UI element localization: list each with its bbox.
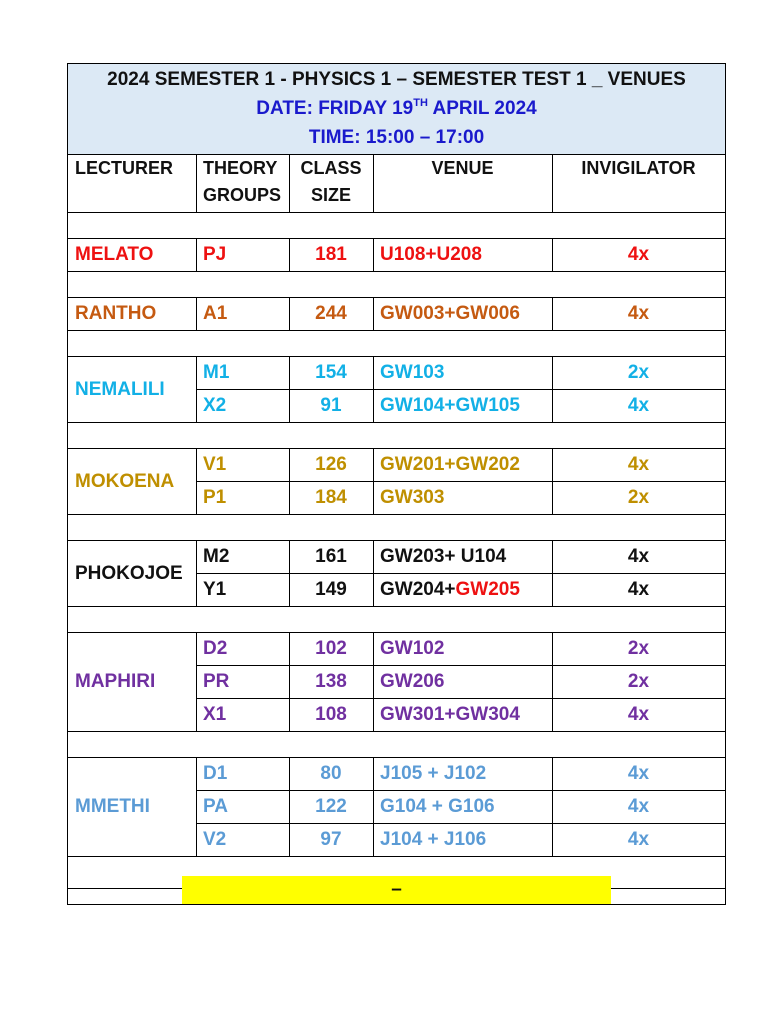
col-header-venue: VENUE bbox=[431, 158, 494, 178]
class-size: 154 bbox=[315, 362, 347, 383]
invigilator-count: 2x bbox=[627, 487, 650, 508]
grid-vline bbox=[196, 758, 197, 856]
invigilator-count: 4x bbox=[627, 546, 650, 567]
lecturer-name: MAPHIRI bbox=[75, 671, 156, 692]
col-header-lecturer: LECTURER bbox=[75, 158, 173, 178]
venue: G104 + G106 bbox=[380, 796, 495, 817]
date-ordinal: TH bbox=[413, 97, 428, 109]
grid-vline bbox=[289, 239, 290, 271]
grid-hline bbox=[196, 665, 725, 666]
grid-vline bbox=[373, 239, 374, 271]
invigilator-count: 4x bbox=[627, 704, 650, 725]
grid-vline bbox=[373, 758, 374, 856]
class-size: 97 bbox=[320, 829, 342, 850]
theory-group: Y1 bbox=[203, 579, 227, 600]
venue: GW203+ U104 bbox=[380, 546, 507, 567]
venue: GW003+GW006 bbox=[380, 303, 520, 324]
grid-vline bbox=[196, 239, 197, 271]
theory-group: V1 bbox=[203, 454, 227, 475]
grid-vline bbox=[552, 633, 553, 731]
class-size: 80 bbox=[320, 763, 342, 784]
exam-date bbox=[68, 94, 725, 124]
venue: GW201+GW202 bbox=[380, 454, 520, 475]
venue: GW301+GW304 bbox=[380, 704, 520, 725]
venue: J105 + J102 bbox=[380, 763, 487, 784]
invigilator-count: 4x bbox=[627, 763, 650, 784]
venue: GW204+ GW205 bbox=[380, 579, 520, 600]
theory-group: PJ bbox=[203, 244, 227, 265]
lecturer-name: MOKOENA bbox=[75, 470, 175, 492]
venue: U108+U208 bbox=[380, 244, 482, 265]
class-size: 181 bbox=[315, 244, 347, 265]
col-header-theory-line2: GROUPS bbox=[203, 185, 282, 205]
col-header-class-line1: CLASS bbox=[300, 158, 362, 178]
venue: GW102 bbox=[380, 638, 445, 659]
invigilator-count: 4x bbox=[627, 829, 650, 850]
col-header-theory-groups bbox=[196, 154, 289, 209]
grid-hline bbox=[68, 330, 725, 331]
grid-hline bbox=[68, 212, 725, 213]
class-size: 122 bbox=[315, 796, 347, 817]
grid-vline bbox=[289, 758, 290, 856]
col-header-theory-line1: THEORY bbox=[203, 158, 278, 178]
grid-vline bbox=[373, 154, 374, 212]
class-size: 138 bbox=[315, 671, 347, 692]
date-prefix: DATE: FRIDAY 19 bbox=[256, 98, 414, 119]
grid-vline bbox=[289, 449, 290, 514]
table-header bbox=[68, 64, 725, 155]
grid-hline bbox=[68, 606, 725, 607]
theory-group: M2 bbox=[203, 546, 230, 567]
grid-hline bbox=[196, 790, 725, 791]
theory-group: D2 bbox=[203, 638, 228, 659]
date-suffix: APRIL 2024 bbox=[427, 98, 537, 119]
grid-vline bbox=[373, 449, 374, 514]
grid-vline bbox=[373, 541, 374, 606]
theory-group: PR bbox=[203, 671, 230, 692]
grid-hline bbox=[196, 481, 725, 482]
grid-hline bbox=[68, 632, 725, 633]
grid-hline bbox=[68, 297, 725, 298]
venue-highlight: GW205 bbox=[455, 579, 520, 600]
lecturer-name: RANTHO bbox=[75, 303, 157, 324]
grid-hline bbox=[68, 238, 725, 239]
invigilator-count: 2x bbox=[627, 362, 650, 383]
col-header-class-line2: SIZE bbox=[310, 185, 351, 205]
document-title: 2024 SEMESTER 1 - PHYSICS 1 – SEMESTER TEST 1 _ VENUES bbox=[107, 69, 686, 90]
grid-vline bbox=[196, 154, 197, 212]
grid-vline bbox=[196, 298, 197, 330]
grid-vline bbox=[552, 239, 553, 271]
venue: GW206 bbox=[380, 671, 445, 692]
grid-hline bbox=[68, 514, 725, 515]
grid-vline bbox=[289, 633, 290, 731]
grid-vline bbox=[373, 357, 374, 422]
theory-group: PA bbox=[203, 796, 228, 817]
invigilator-count: 4x bbox=[627, 244, 650, 265]
class-size: 161 bbox=[315, 546, 347, 567]
theory-group: X1 bbox=[203, 704, 227, 725]
invigilator-count: 4x bbox=[627, 796, 650, 817]
grid-vline bbox=[196, 541, 197, 606]
grid-vline bbox=[196, 633, 197, 731]
theory-group: X2 bbox=[203, 395, 227, 416]
class-size: 244 bbox=[315, 303, 347, 324]
grid-vline bbox=[289, 298, 290, 330]
exam-time: TIME: 15:00 – 17:00 bbox=[308, 127, 485, 148]
grid-hline bbox=[68, 856, 725, 857]
grid-vline bbox=[196, 449, 197, 514]
col-header-class-size bbox=[289, 154, 373, 209]
grid-vline bbox=[552, 541, 553, 606]
lecturer-name: MMETHI bbox=[75, 796, 150, 817]
footer-highlight: – bbox=[182, 876, 611, 904]
class-size: 91 bbox=[320, 395, 342, 416]
theory-group: P1 bbox=[203, 487, 227, 508]
grid-vline bbox=[289, 154, 290, 212]
grid-vline bbox=[552, 449, 553, 514]
grid-vline bbox=[373, 298, 374, 330]
lecturer-name: NEMALILI bbox=[75, 378, 165, 400]
grid-hline bbox=[196, 573, 725, 574]
grid-vline bbox=[552, 357, 553, 422]
grid-vline bbox=[373, 633, 374, 731]
grid-hline bbox=[68, 356, 725, 357]
grid-vline bbox=[552, 154, 553, 212]
venue: GW104+GW105 bbox=[380, 395, 520, 416]
invigilator-count: 4x bbox=[627, 395, 650, 416]
lecturer-name: MELATO bbox=[75, 244, 154, 265]
invigilator-count: 2x bbox=[627, 638, 650, 659]
venue: GW103 bbox=[380, 362, 445, 383]
class-size: 102 bbox=[315, 638, 347, 659]
grid-vline bbox=[289, 541, 290, 606]
grid-hline bbox=[68, 271, 725, 272]
venue-table bbox=[67, 63, 726, 905]
grid-hline bbox=[196, 389, 725, 390]
theory-group: V2 bbox=[203, 829, 227, 850]
class-size: 108 bbox=[315, 704, 347, 725]
class-size: 184 bbox=[315, 487, 347, 508]
theory-group: D1 bbox=[203, 763, 228, 784]
lecturer-name: PHOKOJOE bbox=[75, 562, 183, 584]
grid-hline bbox=[68, 731, 725, 732]
invigilator-count: 4x bbox=[627, 303, 650, 324]
grid-vline bbox=[196, 357, 197, 422]
theory-group: M1 bbox=[203, 362, 230, 383]
class-size: 126 bbox=[315, 454, 347, 475]
grid-vline bbox=[552, 758, 553, 856]
grid-vline bbox=[552, 298, 553, 330]
invigilator-count: 4x bbox=[627, 579, 650, 600]
class-size: 149 bbox=[315, 579, 347, 600]
invigilator-count: 2x bbox=[627, 671, 650, 692]
theory-group: A1 bbox=[203, 303, 228, 324]
grid-hline bbox=[68, 757, 725, 758]
col-header-invigilator: INVIGILATOR bbox=[581, 158, 696, 178]
grid-hline bbox=[68, 422, 725, 423]
grid-hline bbox=[68, 448, 725, 449]
grid-vline bbox=[289, 357, 290, 422]
invigilator-count: 4x bbox=[627, 454, 650, 475]
grid-hline bbox=[196, 698, 725, 699]
venue: GW303 bbox=[380, 487, 445, 508]
grid-hline bbox=[68, 540, 725, 541]
venue: J104 + J106 bbox=[380, 829, 487, 850]
grid-hline bbox=[196, 823, 725, 824]
